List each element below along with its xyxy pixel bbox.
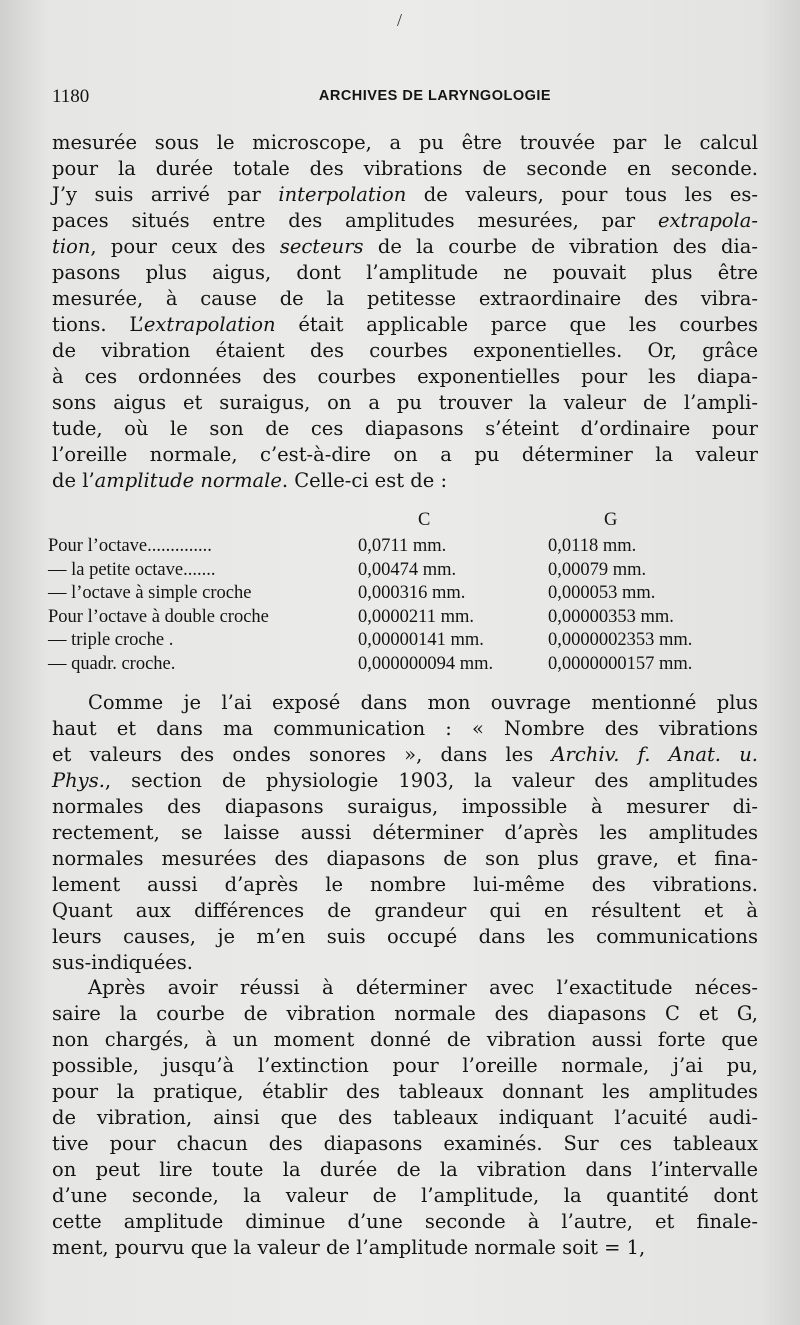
text-line: de vibration, ainsi que des tableaux indiquant l’acuité audi-: [52, 1106, 758, 1129]
text-line: possible, jusqu’à l’extinction pour l’oreille normale, j’ai pu,: [52, 1054, 758, 1077]
text-line: d’une seconde, la valeur de l’amplitude, la quantité dont: [52, 1184, 758, 1207]
text-line: ment, pourvu que la valeur de l’amplitude normale soit = 1,: [52, 1236, 646, 1259]
text-line: mesurée sous le microscope, a pu être trouvée par le calcul: [52, 131, 758, 154]
octave-label: — l’octave à simple croche: [48, 583, 252, 603]
paragraph-2: [52, 690, 758, 976]
text-line: sus-indiquées.: [52, 951, 194, 974]
column-c-header: C: [418, 510, 431, 530]
paragraph-3: [52, 975, 758, 1261]
table-row: [48, 560, 763, 584]
text-line: de vibration étaient des courbes exponentielles. Or, grâce: [52, 339, 758, 362]
text-line: Phys., section de physiologie 1903, la valeur des amplitudes: [52, 769, 758, 792]
text-line: Comme je l’ai exposé dans mon ouvrage mentionné plus: [88, 691, 758, 714]
table-row: [48, 536, 763, 560]
text-line: pour la pratique, établir des tableaux donnant les amplitudes: [52, 1080, 758, 1103]
text-line: rectement, se laisse aussi déterminer d’après les amplitudes: [52, 821, 758, 844]
text-line: mesurée, à cause de la petitesse extraordinaire des vibra-: [52, 287, 758, 310]
text-line: tive pour chacun des diapasons examinés. Sur ces tableaux: [52, 1132, 758, 1155]
running-title: ARCHIVES DE LARYNGOLOGIE: [318, 88, 552, 104]
text-line: J’y suis arrivé par interpolation de valeurs, pour tous les es-: [52, 183, 758, 206]
stray-mark: /: [397, 10, 403, 30]
amplitude-c: 0,0711 mm.: [358, 536, 447, 556]
text-line: saire la courbe de vibration normale des diapasons C et G,: [52, 1002, 758, 1025]
octave-label: — triple croche .: [48, 630, 174, 650]
amplitude-g: 0,00000353 mm.: [548, 606, 674, 627]
amplitude-g: 0,00079 mm.: [548, 559, 647, 580]
text-line: leurs causes, je m’en suis occupé dans les communications: [52, 925, 758, 948]
amplitude-g: 0,0000002353 mm.: [548, 630, 693, 650]
amplitude-c: 0,0000211 mm.: [358, 606, 474, 627]
amplitude-c: 0,00000141 mm.: [358, 630, 484, 650]
paragraph-1: [52, 130, 758, 494]
text-line: cette amplitude diminue d’une seconde à l’autre, et finale-: [52, 1210, 758, 1233]
text-line: non chargés, à un moment donné de vibration aussi forte que: [52, 1028, 758, 1051]
text-line: tion, pour ceux des secteurs de la courbe de vibration des dia-: [52, 235, 758, 258]
column-g-header: G: [604, 510, 618, 530]
table-row: [48, 654, 763, 678]
amplitude-c: 0,00474 mm.: [358, 559, 457, 580]
text-line: tude, où le son de ces diapasons s’éteint d’ordinaire pour: [52, 417, 758, 440]
text-line: l’oreille normale, c’est-à-dire on a pu déterminer la valeur: [52, 443, 758, 466]
amplitude-c: 0,000316 mm.: [358, 583, 466, 603]
text-line: on peut lire toute la durée de la vibration dans l’intervalle: [52, 1158, 758, 1181]
text-line: normales mesurées des diapasons de son plus grave, et fina-: [52, 847, 758, 870]
page-header: [52, 86, 758, 112]
text-line: pour la durée totale des vibrations de seconde en seconde.: [52, 157, 758, 180]
amplitude-g: 0,000053 mm.: [548, 583, 656, 603]
table-header: [48, 510, 763, 536]
table-row: [48, 630, 763, 654]
text-line: tions. L’extrapolation était applicable parce que les courbes: [52, 313, 759, 336]
amplitude-c: 0,000000094 mm.: [358, 653, 494, 674]
octave-label: — quadr. croche.: [48, 653, 176, 674]
text-line: pasons plus aigus, dont l’amplitude ne pouvait plus être: [52, 261, 758, 284]
text-line: Après avoir réussi à déterminer avec l’exactitude néces-: [88, 976, 758, 999]
octave-label: Pour l’octave à double croche: [48, 606, 269, 627]
amplitude-table: [48, 510, 763, 677]
text-line: haut et dans ma communication : « Nombre des vibrations: [52, 717, 758, 740]
text-line: sons aigus et suraigus, on a pu trouver la valeur de l’ampli-: [52, 391, 758, 414]
text-line: Quant aux différences de grandeur qui en résultent et à: [52, 899, 758, 922]
amplitude-g: 0,0000000157 mm.: [548, 653, 693, 674]
amplitude-g: 0,0118 mm.: [548, 536, 637, 556]
table-row: [48, 583, 763, 607]
text-line: de l’amplitude normale. Celle-ci est de :: [52, 469, 448, 492]
text-line: lement aussi d’après le nombre lui-même des vibrations.: [52, 873, 758, 896]
text-line: à ces ordonnées des courbes exponentielles pour les diapa-: [52, 365, 758, 388]
text-line: normales des diapasons suraigus, impossible à mesurer di-: [52, 795, 758, 818]
page-number: 1180: [52, 86, 90, 107]
text-line: paces situés entre des amplitudes mesurées, par extrapola-: [52, 209, 758, 232]
text-line: et valeurs des ondes sonores », dans les Archiv. f. Anat. u.: [52, 743, 758, 766]
table-row: [48, 607, 763, 631]
table-body: [48, 536, 763, 677]
octave-label: Pour l’octave..............: [48, 536, 212, 556]
octave-label: — la petite octave.......: [48, 559, 216, 580]
